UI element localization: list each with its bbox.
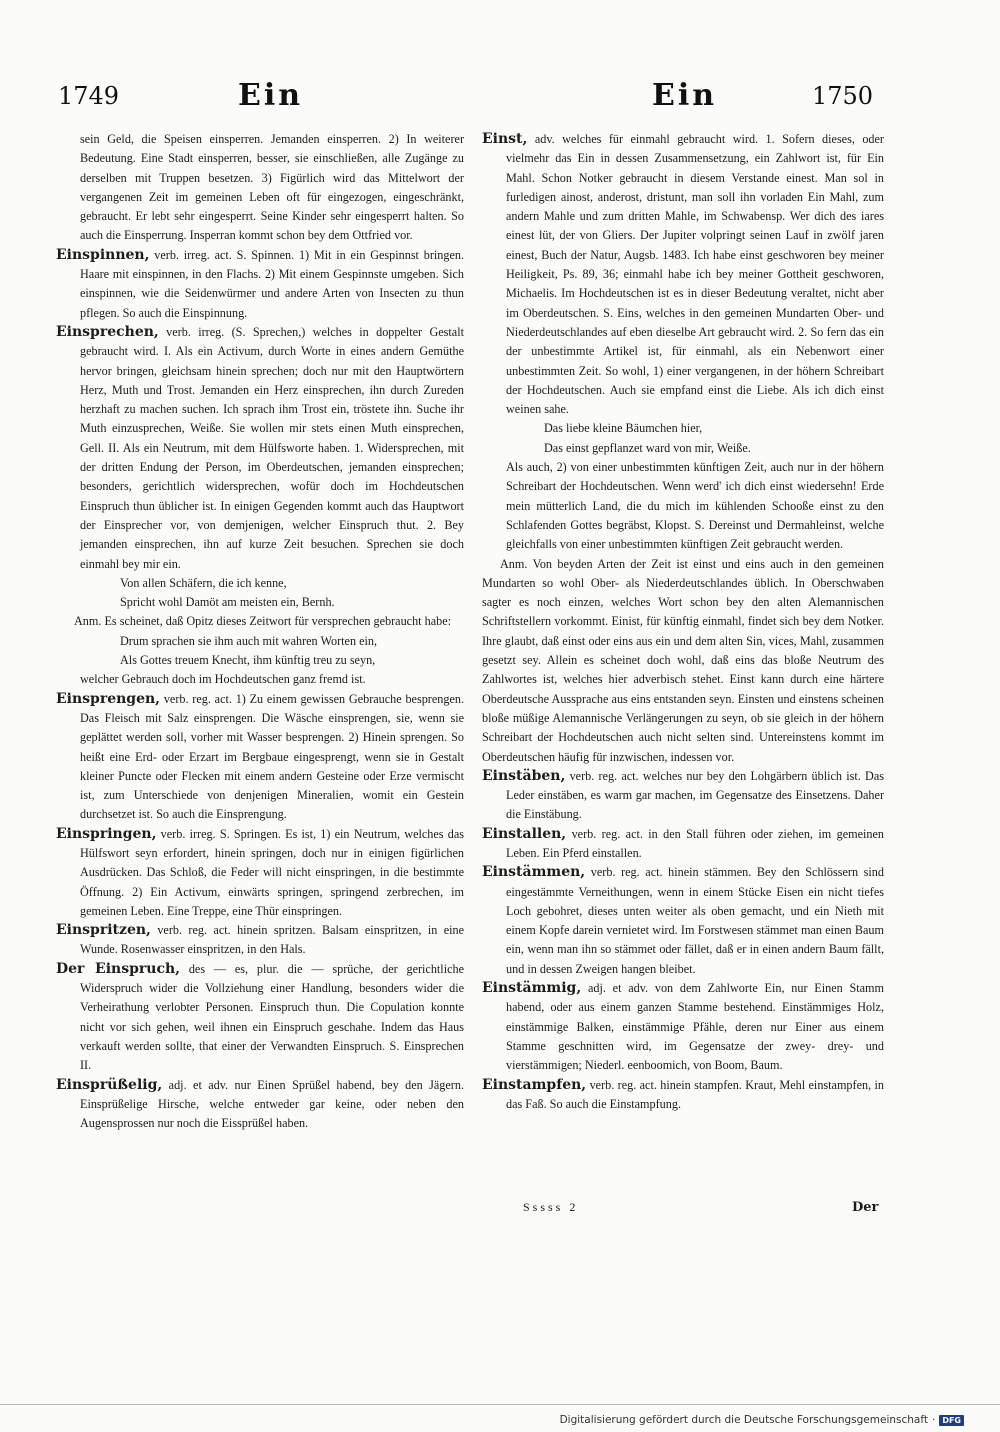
entry-headword: Einstallen, bbox=[482, 825, 567, 842]
left-page-number: 1749 bbox=[58, 82, 120, 110]
right-column bbox=[482, 130, 884, 1114]
entry-text: verb. irreg. (S. Sprechen,) welches in doppelter Gestalt gebraucht wird. I. Als ein Activum, durch Worte in eines andern Gemüthe hervor bringen, gleichsam hinein sprechen; doch nur mit den Hauptwörtern Herz, Muth und Trost. Jemanden ein Herz einsprechen, ihn durch Zureden herzhaft zu machen suchen. Ich sprach ihm Trost ein, tröstete ihn. Suche ihr Muth einzusprechen, Weiße. Sie wollen mir stets einen Muth einsprechen, Gell. II. Als ein Neutrum, mit dem Hülfsworte haben. 1. Widersprechen, mit der dritten Endung der Person, im Oberdeutschen, jemanden einsprechen; besonders, gerichtlich widersprechen, wofür doch im Hochdeutschen Einspruch thun üblicher ist. In einigen Gegenden kommt auch das Hauptwort der Einsprecher vor, von demjenigen, welcher Einspruch thut. 2. Bey jemanden einsprechen, ihn auf kurze Zeit besuchen. Sprechen sie doch einmahl bey mir ein. bbox=[80, 324, 464, 571]
paragraph-verse bbox=[56, 574, 464, 593]
paragraph-entry bbox=[482, 863, 884, 979]
left-running-head: Ein bbox=[238, 78, 304, 113]
paragraph-verse bbox=[56, 593, 464, 612]
footer-separator: · bbox=[931, 1414, 936, 1426]
entry-headword: Einsprengen, bbox=[56, 690, 161, 707]
entry-headword: Einstämmig, bbox=[482, 980, 582, 997]
signature-mark: Sssss 2 bbox=[523, 1200, 579, 1214]
entry-text: Anm. Es scheinet, daß Opitz dieses Zeitwort für versprechen gebraucht habe: bbox=[74, 614, 452, 629]
entry-text: des — es, plur. die — sprüche, der gerichtliche Widerspruch wider die Vollziehung einer Handlung, besonders wider die Verheirathung verlobter Personen. Einspruch thun. Die Copulation konnte nicht vor sich gehen, weil ihnen ein Einspruch geschahe. Indem das Haus verkauft werden sollte, that einer der Verwandten Einspruch. S. Einsprechen II. bbox=[80, 961, 464, 1073]
entry-text: sein Geld, die Speisen einsperren. Jemanden einsperren. 2) In weiterer Bedeutung. Eine Stadt einsperren, besser, sie einschließen, alle Zugänge zu derselben mit Truppen besetzen. 3) Figürlich wird das Mittelwort der vergangenen Zeit im gemeinen Leben oft für eingezogen, eingeschränkt, gebraucht. Er lebt sehr eingesperrt. Seine Kinder sehr eingesperrt halten. So auch die Einsperrung. Insperran kommt schon bey dem Ottfried vor. bbox=[80, 132, 464, 243]
entry-headword: Der Einspruch, bbox=[56, 960, 181, 977]
paragraph-cont bbox=[56, 130, 464, 246]
paragraph-note bbox=[482, 555, 884, 767]
paragraph-verse bbox=[56, 651, 464, 670]
paragraph-entry bbox=[482, 130, 884, 419]
paragraph-verse-r bbox=[482, 419, 884, 438]
entry-text: verb. irreg. act. S. Spinnen. 1) Mit in ein Gespinnst bringen. Haare mit einspinnen, in den Flachs. 2) Mit einem Gespinnste umgeben. Sich einspinnen, wie die Seidenwürmer und andere Arten von Insecten zu thun pflegen. So auch die Einspinnung. bbox=[80, 247, 464, 320]
entry-text: adv. welches für einmahl gebraucht wird. 1. Sofern dieses, oder vielmehr das Ein in dessen Zusammensetzung, ein Zahlwort ist, für Ein Mahl. Schon Notker gebraucht in diesem Verstande einest. Man sol in furledigen ainost, anderost, dristunt, man soll ihn vorladen Ein Mahl, zum andern Mahle und zum dritten Mahle, im Schwabensp. Wer dich des iares einest lüt, der von Gliers. Der Jupiter volpringt seinen Lauf in zwölf jaren einest, Buch der Natur, Augsb. 1483. Ich habe einst geschworen bey meiner Heiligkeit, Ps. 89, 36; einmahl habe ich bey meiner Gottheit geschworen, Michaelis. Im Hochdeutschen ist es in dieser Bedeutung veraltet, nicht aber im Oberdeutschen. S. Eins, welches in den gemeinen Mundarten Ober- und Niederdeutschlandes auf eben dieselbe Art gebraucht wird. 2. So fern das ein der unbestimmte Artikel ist, für einmahl, als ein Nebenwort einer unbestimmten Zeit. So wohl, 1) einer vergangenen, in der höhern Schreibart der Hochdeutschen. Auch sie empfand einst die Liebe. Als ich dich einst weinen sahe. bbox=[506, 132, 884, 417]
entry-text: Von allen Schäfern, die ich kenne, bbox=[120, 575, 287, 590]
left-column bbox=[56, 130, 464, 1133]
entry-text: Anm. Von beyden Arten der Zeit ist einst und eins auch in den gemeinen Mundarten so wohl Ober- als Niederdeutschlandes üblich. In Oberschwaben sagter es noch einzen, welches Wort schon bey den alten Alemannischen Schriftstellern vorkommt. Einist, für künftig einmahl, findet sich bey dem Notker. Ihre glaubt, daß einst oder eins aus ein und dem alten Sin, vices, Mahl, zusammen gesetzt sey. Allein es scheinet doch wohl, daß eins das bloße Neutrum des Zahlwortes ist, welches hier adverbisch stehet. Einst kann durch eine härtere Oberdeutsche Aussprache aus eins entstanden seyn. Einsten und einstens scheinen bloße müßige Alemannische Verlängerungen zu seyn, ob sie gleich in der höhern Schreibart der Hochdeutschen auch nicht selten sind. Untereinstens kommt im Oberdeutschen häufig für inzwischen, indessen vor. bbox=[482, 556, 884, 764]
paragraph-entry bbox=[56, 323, 464, 574]
entry-text: Das liebe kleine Bäumchen hier, bbox=[544, 421, 703, 436]
entry-headword: Einspringen, bbox=[56, 825, 157, 842]
paragraph-entry bbox=[482, 1076, 884, 1115]
entry-text: verb. reg. act. hinein stämmen. Bey den Schlössern sind eingestämmte Verneithungen, wenn in einem Stücke Eisen ein nicht tiefes Loch gebohret, dieses unten weiter als oben gemacht, und ein Nieth mit einem Kopfe darein vernietet wird. Im Forstwesen stämmet man einen Baum ein, wenn man ihn so stämmet oder fället, daß er in einen andern Baum fällt, und in dessen Zweigen hangen bleibet. bbox=[506, 865, 884, 976]
paragraph-cont bbox=[56, 670, 464, 689]
entry-text: verb. irreg. S. Springen. Es ist, 1) ein Neutrum, welches das Hülfswort seyn erfordert, hinein springen, doch nur in einigen figürlichen Ausdrücken. Das Schloß, die Feder will nicht einspringen, in die bestimmte Öffnung. 2) Ein Activum, einwärts springen, springend zerbrechen, im gemeinen Leben. Eine Treppe, eine Thür einspringen. bbox=[80, 826, 464, 918]
dfg-logo-icon: DFG bbox=[939, 1415, 964, 1426]
paragraph-entry bbox=[56, 690, 464, 825]
entry-headword: Einst, bbox=[482, 131, 528, 147]
entry-text: verb. reg. act. hinein stampfen. Kraut, Mehl einstampfen, in das Faß. So auch die Einstampfung. bbox=[506, 1077, 884, 1111]
paragraph-note bbox=[56, 612, 464, 631]
paragraph-entry bbox=[56, 1076, 464, 1134]
entry-text: Spricht wohl Damöt am meisten ein, Bernh. bbox=[120, 595, 335, 610]
paragraph-entry bbox=[482, 825, 884, 864]
paragraph-entry bbox=[482, 979, 884, 1075]
paragraph-entry bbox=[56, 960, 464, 1076]
right-running-head: Ein bbox=[652, 78, 718, 113]
footer-divider bbox=[0, 1404, 1000, 1405]
entry-text: welcher Gebrauch doch im Hochdeutschen ganz fremd ist. bbox=[80, 672, 366, 687]
paragraph-entry bbox=[482, 767, 884, 825]
entry-headword: Einstampfen, bbox=[482, 1076, 587, 1093]
entry-text: verb. reg. act. welches nur bey den Lohgärbern üblich ist. Das Leder einstäben, es warm gar machen, im Gegensatze des Einsetzens. Daher die Einstäbung. bbox=[506, 768, 884, 822]
entry-text: verb. reg. act. hinein spritzen. Balsam einspritzen, in eine Wunde. Rosenwasser einspritzen, in den Hals. bbox=[80, 923, 464, 957]
right-page-number: 1750 bbox=[812, 82, 874, 110]
entry-text: Das einst gepflanzet ward von mir, Weiße. bbox=[544, 440, 751, 455]
footer-credit bbox=[560, 1414, 964, 1426]
entry-headword: Einsprechen, bbox=[56, 323, 159, 340]
entry-text: Als auch, 2) von einer unbestimmten künftigen Zeit, auch nur in der höhern Schreibart der Hochdeutschen. Wenn werd' ich dich einst wiedersehn! Erde mein mütterlich Land, die du mich im kühlenden Schooße einst zu den Schlafenden Gottes begräbst, Klopst. S. Dereinst und Dermahleinst, welche gleichfalls von einer unbestimmten künftigen Zeit gebraucht werden. bbox=[506, 460, 884, 552]
paragraph-cont bbox=[482, 458, 884, 554]
entry-text: adj. et adv. nur Einen Sprüßel habend, bey den Jägern. Einsprüßelige Hirsche, welche entweder gar keine, oder neben den Augensprossen nur noch die Eissprüßel haben. bbox=[80, 1077, 464, 1131]
entry-text: Drum sprachen sie ihm auch mit wahren Worten ein, bbox=[120, 633, 378, 648]
entry-headword: Einspritzen, bbox=[56, 922, 151, 939]
paragraph-verse-r bbox=[482, 439, 884, 458]
entry-text: verb. reg. act. 1) Zu einem gewissen Gebrauche besprengen. Das Fleisch mit Salz einsprengen. Die Wäsche einsprengen, sie, wenn sie geplättet werden soll, vorher mit Wasser besprengen. 2) Hinein sprengen. So heißt eine Erd- oder Erzart im Bergbaue eingesprengt, wenn sie in Gestalt kleiner Puncte oder Flecken mit einem andern Gesteine oder Erze vermischt ist, zum Unterschiede von denjenigen Mineralien, womit ein Gestein durchsetzet ist. So auch die Einsprengung. bbox=[80, 691, 464, 822]
catchword: Der bbox=[852, 1200, 879, 1215]
paragraph-entry bbox=[56, 825, 464, 921]
paragraph-entry bbox=[56, 246, 464, 323]
entry-text: Als Gottes treuem Knecht, ihm künftig treu zu seyn, bbox=[120, 653, 376, 668]
paragraph-entry bbox=[56, 921, 464, 960]
entry-headword: Einspinnen, bbox=[56, 246, 150, 263]
entry-text: verb. reg. act. in den Stall führen oder ziehen, im gemeinen Leben. Ein Pferd einstallen. bbox=[506, 826, 884, 860]
entry-headword: Einstämmen, bbox=[482, 864, 586, 881]
entry-text: adj. et adv. von dem Zahlworte Ein, nur Einen Stamm habend, oder aus einem ganzen Stamme bestehend. Einstämmiges Holz, einstämmige Balken, einstämmige Pfähle, deren nur Einer aus einem Stamme geschnitten wird, im Gegensatze der zwey- drey- und vierstämmigen; Niederl. eenboomich, von Boom, Baum. bbox=[506, 981, 884, 1073]
entry-headword: Einsprüßelig, bbox=[56, 1076, 163, 1093]
footer-credit-text: Digitalisierung gefördert durch die Deutsche Forschungsgemeinschaft bbox=[559, 1414, 928, 1426]
entry-headword: Einstäben, bbox=[482, 767, 566, 784]
paragraph-verse bbox=[56, 632, 464, 651]
